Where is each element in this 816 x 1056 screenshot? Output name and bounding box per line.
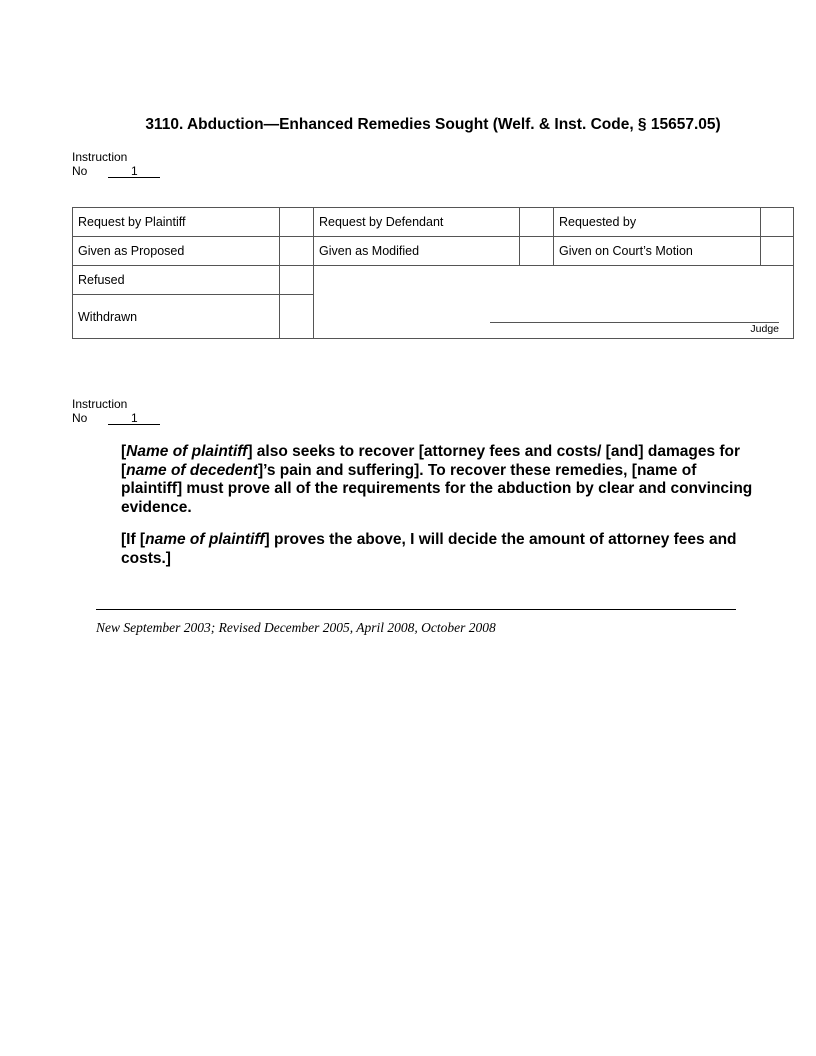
bracket-text: [If [ — [121, 531, 146, 548]
placeholder-name-of-plaintiff: name of plaintiff — [145, 531, 265, 548]
page-title: 3110. Abduction—Enhanced Remedies Sought (Welf. & Inst. Code, § 15657.05) — [145, 116, 721, 133]
revision-history: New September 2003; Revised December 2005, April 2008, October 2008 — [96, 620, 496, 635]
given-as-proposed-checkbox[interactable] — [280, 237, 314, 266]
withdrawn-label: Withdrawn — [73, 295, 280, 339]
refused-label: Refused — [73, 266, 280, 295]
instruction-label: Instruction — [72, 397, 128, 411]
bracket-text: [ — [121, 443, 127, 460]
requested-by-checkbox[interactable] — [761, 208, 794, 237]
judge-signature-area[interactable] — [314, 266, 794, 339]
given-as-proposed-label: Given as Proposed — [73, 237, 280, 266]
judge-label: Judge — [750, 323, 779, 335]
paragraph-text: ]’s pain and suffering]. To recover these remedies, [name of plaintiff] must prove all of the requirements for the abduction by clear and convincing evidence. — [121, 461, 753, 516]
requested-by-label: Requested by — [554, 208, 761, 237]
paragraph-text: ] also seeks to recover [attorney fees and costs/ [and] damages for [ — [121, 443, 741, 479]
no-label: No — [72, 411, 88, 425]
instruction-number-block-top — [72, 150, 160, 178]
instruction-status-table — [72, 207, 794, 339]
section-divider — [96, 609, 736, 610]
refused-checkbox[interactable] — [280, 266, 314, 295]
request-by-defendant-label: Request by Defendant — [314, 208, 520, 237]
instruction-paragraph-1 — [121, 443, 761, 517]
given-as-modified-label: Given as Modified — [314, 237, 520, 266]
instruction-number: 1 — [108, 412, 160, 425]
request-by-defendant-checkbox[interactable] — [520, 208, 554, 237]
placeholder-name-of-plaintiff: Name of plaintiff — [126, 443, 248, 460]
request-by-plaintiff-checkbox[interactable] — [280, 208, 314, 237]
paragraph-text: ] proves the above, I will decide the amount of attorney fees and costs.] — [121, 531, 737, 567]
request-by-plaintiff-label: Request by Plaintiff — [73, 208, 280, 237]
instruction-paragraph-2 — [121, 531, 761, 568]
withdrawn-checkbox[interactable] — [280, 295, 314, 339]
given-as-modified-checkbox[interactable] — [520, 237, 554, 266]
no-label: No — [72, 164, 88, 178]
instruction-number-block-bottom — [72, 397, 160, 425]
instruction-body — [121, 443, 761, 582]
given-on-courts-motion-label: Given on Court’s Motion — [554, 237, 761, 266]
instruction-label: Instruction — [72, 150, 128, 164]
placeholder-name-of-decedent: name of decedent — [126, 461, 258, 479]
given-on-courts-motion-checkbox[interactable] — [761, 237, 794, 266]
instruction-number: 1 — [108, 165, 160, 178]
judge-signature-line — [490, 322, 779, 323]
